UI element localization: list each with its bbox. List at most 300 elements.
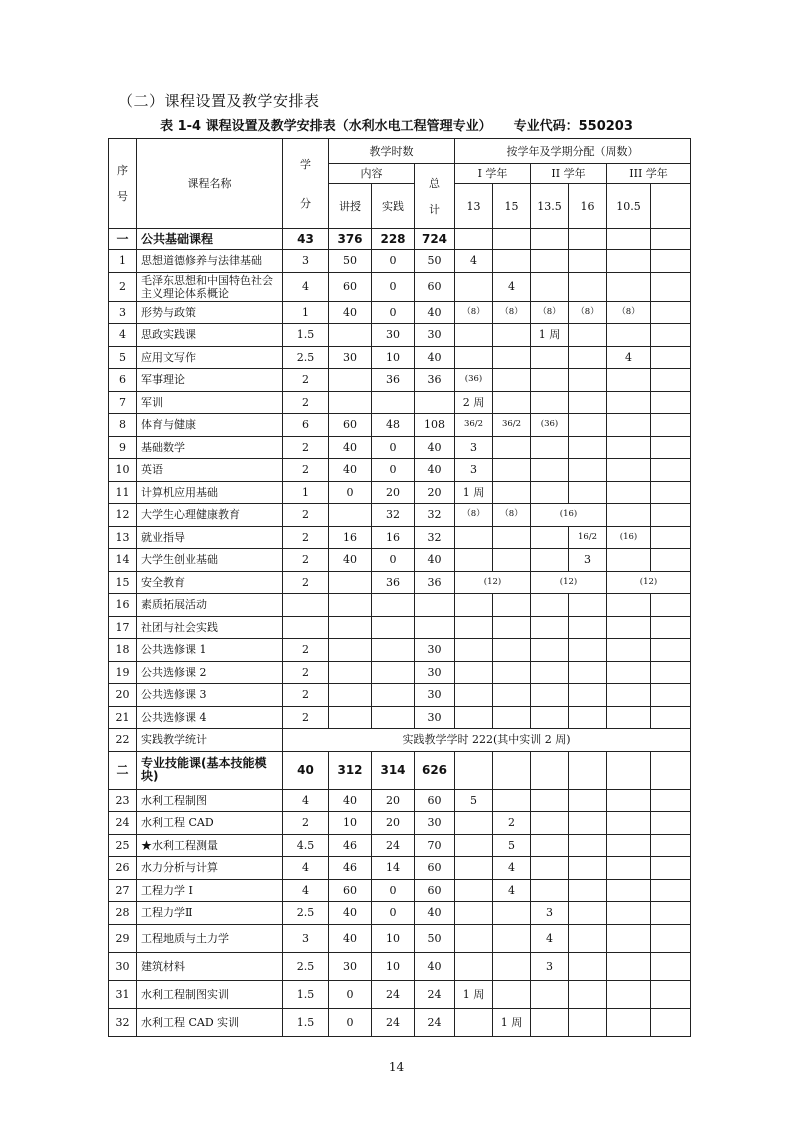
lecture-cell: 30 [329, 346, 372, 369]
credit-cell: 4 [283, 789, 329, 812]
total-cell: 24 [415, 1008, 455, 1036]
row-number: 7 [109, 391, 137, 414]
table-row [109, 661, 691, 684]
course-schedule-table [108, 138, 691, 1037]
semester-cell [493, 684, 531, 707]
section-row [109, 751, 691, 789]
course-name: 社团与社会实践 [137, 616, 283, 639]
course-name: 体育与健康 [137, 414, 283, 437]
total-cell: 40 [415, 902, 455, 925]
semester-cell [569, 414, 607, 437]
course-name: 大学生创业基础 [137, 549, 283, 572]
semester-cell [493, 751, 531, 789]
row-number: 12 [109, 504, 137, 527]
semester-cell [607, 594, 651, 617]
semester-cell [493, 661, 531, 684]
lecture-cell [329, 391, 372, 414]
credit-cell: 2 [283, 706, 329, 729]
practice-header: 实践 [372, 184, 415, 229]
credit-cell: 2 [283, 391, 329, 414]
row-number: 25 [109, 834, 137, 857]
semester-cell [569, 229, 607, 250]
lecture-cell [329, 684, 372, 707]
semester-cell: 1 周 [455, 980, 493, 1008]
course-name: 水利工程 CAD 实训 [137, 1008, 283, 1036]
semester-cell [651, 902, 691, 925]
course-name: 大学生心理健康教育 [137, 504, 283, 527]
course-name: 建筑材料 [137, 952, 283, 980]
course-name-header: 课程名称 [137, 139, 283, 229]
practice-cell: 36 [372, 571, 415, 594]
table-row [109, 952, 691, 980]
credit-cell [283, 594, 329, 617]
semester-cell [569, 391, 607, 414]
table-row [109, 436, 691, 459]
row-number: 17 [109, 616, 137, 639]
practice-cell: 0 [372, 250, 415, 273]
semester-cell [531, 661, 569, 684]
section-credit: 43 [283, 229, 329, 250]
row-number: 18 [109, 639, 137, 662]
semester-cell [651, 980, 691, 1008]
practice-cell: 24 [372, 980, 415, 1008]
credit-cell: 2.5 [283, 902, 329, 925]
semester-cell [493, 229, 531, 250]
total-cell: 40 [415, 301, 455, 324]
row-number: 24 [109, 812, 137, 835]
practice-cell: 20 [372, 481, 415, 504]
total-header: 总 计 [415, 164, 455, 229]
credit-cell: 2 [283, 549, 329, 572]
table-row [109, 789, 691, 812]
lecture-cell: 40 [329, 459, 372, 482]
lecture-cell [329, 324, 372, 347]
semester-cell [607, 549, 651, 572]
course-name: 安全教育 [137, 571, 283, 594]
table-row [109, 459, 691, 482]
course-name: 就业指导 [137, 526, 283, 549]
credit-cell: 4 [283, 857, 329, 880]
semester-cell [607, 436, 651, 459]
semester-cell [569, 706, 607, 729]
section-total: 724 [415, 229, 455, 250]
credit-cell: 4.5 [283, 834, 329, 857]
semester-cell [531, 857, 569, 880]
semester-cell [493, 902, 531, 925]
semester-cell: 4 [493, 879, 531, 902]
semester-cell [651, 391, 691, 414]
semester-cell: (36) [531, 414, 569, 437]
semester-cell [651, 789, 691, 812]
practice-cell [372, 706, 415, 729]
course-name: 水利工程制图 [137, 789, 283, 812]
semester-cell [651, 324, 691, 347]
content-header: 内容 [329, 164, 415, 184]
section-practice: 314 [372, 751, 415, 789]
total-cell: 40 [415, 436, 455, 459]
semester-cell [493, 391, 531, 414]
row-number: 4 [109, 324, 137, 347]
course-name: 工程力学Ⅱ [137, 902, 283, 925]
total-cell: 60 [415, 789, 455, 812]
practice-cell: 30 [372, 324, 415, 347]
total-cell: 40 [415, 549, 455, 572]
semester-cell [651, 857, 691, 880]
lecture-cell: 10 [329, 812, 372, 835]
semester-cell [651, 639, 691, 662]
table-row [109, 616, 691, 639]
semester-cell [569, 594, 607, 617]
semester-cell [569, 857, 607, 880]
semester-cell [569, 751, 607, 789]
practice-cell: 10 [372, 952, 415, 980]
credit-cell: 6 [283, 414, 329, 437]
credit-cell: 2 [283, 526, 329, 549]
weeks-cell: 13 [455, 184, 493, 229]
semester-cell: (36) [455, 369, 493, 392]
semester-cell [569, 879, 607, 902]
semester-cell [569, 980, 607, 1008]
row-number: 21 [109, 706, 137, 729]
semester-cell [455, 229, 493, 250]
semester-cell [607, 324, 651, 347]
weeks-cell: 16 [569, 184, 607, 229]
lecture-cell: 16 [329, 526, 372, 549]
semester-cell [455, 272, 493, 301]
semester-cell [607, 684, 651, 707]
section-credit: 40 [283, 751, 329, 789]
row-number: 6 [109, 369, 137, 392]
lecture-cell: 40 [329, 789, 372, 812]
course-name: 水利工程制图实训 [137, 980, 283, 1008]
semester-cell [651, 436, 691, 459]
semester-cell [569, 924, 607, 952]
semester-cell [455, 902, 493, 925]
semester-cell [651, 594, 691, 617]
total-cell: 108 [415, 414, 455, 437]
practice-cell [372, 616, 415, 639]
semester-cell [493, 924, 531, 952]
semester-cell [607, 504, 651, 527]
semester-cell: 5 [493, 834, 531, 857]
section-number: 二 [109, 751, 137, 789]
practice-cell: 24 [372, 1008, 415, 1036]
semester-cell [455, 616, 493, 639]
table-row [109, 250, 691, 273]
table-row [109, 902, 691, 925]
teaching-hours-header: 教学时数 [329, 139, 455, 164]
distribution-header: 按学年及学期分配（周数） [455, 139, 691, 164]
lecture-cell: 40 [329, 924, 372, 952]
section-lecture: 376 [329, 229, 372, 250]
row-number: 28 [109, 902, 137, 925]
row-number: 16 [109, 594, 137, 617]
semester-cell: 3 [455, 436, 493, 459]
credit-cell: 2 [283, 661, 329, 684]
course-name: 军事理论 [137, 369, 283, 392]
practice-cell [372, 594, 415, 617]
lecture-cell: 40 [329, 436, 372, 459]
semester-cell [531, 459, 569, 482]
semester-cell [607, 661, 651, 684]
practice-cell: 0 [372, 879, 415, 902]
semester-cell [651, 952, 691, 980]
year2-header: II 学年 [531, 164, 607, 184]
weeks-cell: 13.5 [531, 184, 569, 229]
total-cell: 32 [415, 526, 455, 549]
semester-cell [569, 834, 607, 857]
semester-cell [569, 459, 607, 482]
semester-cell: 3 [531, 952, 569, 980]
semester-cell [569, 789, 607, 812]
semester-cell [455, 594, 493, 617]
semester-cell [569, 272, 607, 301]
table-title-text: 表 1-4 课程设置及教学安排表（水利水电工程管理专业） [160, 119, 492, 134]
semester-cell [651, 706, 691, 729]
semester-cell [651, 346, 691, 369]
semester-cell [455, 879, 493, 902]
practice-cell: 0 [372, 272, 415, 301]
semester-cell [651, 924, 691, 952]
total-cell: 30 [415, 661, 455, 684]
total-cell: 50 [415, 250, 455, 273]
course-name: 计算机应用基础 [137, 481, 283, 504]
semester-cell: （8） [455, 301, 493, 324]
semester-cell [493, 639, 531, 662]
semester-cell [569, 616, 607, 639]
total-cell: 40 [415, 459, 455, 482]
course-name: 水利工程 CAD [137, 812, 283, 835]
semester-cell [493, 481, 531, 504]
semester-cell [493, 789, 531, 812]
course-name: 毛泽东思想和中国特色社会主义理论体系概论 [137, 272, 283, 301]
semester-cell [455, 706, 493, 729]
semester-cell [531, 229, 569, 250]
lecture-cell [329, 369, 372, 392]
credit-cell: 1.5 [283, 980, 329, 1008]
semester-cell [531, 436, 569, 459]
row-number: 11 [109, 481, 137, 504]
semester-cell [531, 594, 569, 617]
row-number: 2 [109, 272, 137, 301]
semester-cell [651, 879, 691, 902]
credit-cell: 2 [283, 639, 329, 662]
practice-cell: 20 [372, 789, 415, 812]
semester-cell [531, 789, 569, 812]
semester-cell [493, 549, 531, 572]
semester-cell: 4 [607, 346, 651, 369]
semester-cell [531, 684, 569, 707]
table-row [109, 391, 691, 414]
weeks-cell [651, 184, 691, 229]
semester-cell [531, 812, 569, 835]
practice-cell: 20 [372, 812, 415, 835]
section-row [109, 229, 691, 250]
course-name: 思想道德修养与法律基础 [137, 250, 283, 273]
credit-cell: 2 [283, 369, 329, 392]
semester-cell [569, 250, 607, 273]
row-number: 19 [109, 661, 137, 684]
semester-cell: 2 [493, 812, 531, 835]
lecture-cell [329, 616, 372, 639]
course-name: 工程地质与土力学 [137, 924, 283, 952]
table-row [109, 504, 691, 527]
semester-cell: 36/2 [493, 414, 531, 437]
semester-cell [569, 639, 607, 662]
semester-cell [531, 1008, 569, 1036]
semester-cell [455, 924, 493, 952]
header-row-1 [109, 139, 691, 164]
section-practice: 228 [372, 229, 415, 250]
semester-cell: 5 [455, 789, 493, 812]
lecture-cell: 50 [329, 250, 372, 273]
credit-cell: 2.5 [283, 346, 329, 369]
semester-cell [531, 481, 569, 504]
semester-cell [531, 980, 569, 1008]
year1-header: I 学年 [455, 164, 531, 184]
course-name: 公共选修课 4 [137, 706, 283, 729]
row-number: 1 [109, 250, 137, 273]
semester-cell [651, 481, 691, 504]
practice-cell [372, 639, 415, 662]
table-row [109, 594, 691, 617]
semester-cell [531, 346, 569, 369]
semester-cell [569, 952, 607, 980]
credit-cell: 1 [283, 481, 329, 504]
semester-cell [607, 459, 651, 482]
semester-cell [493, 459, 531, 482]
table-row [109, 879, 691, 902]
row-number: 23 [109, 789, 137, 812]
lecture-cell: 0 [329, 1008, 372, 1036]
practice-cell: 0 [372, 902, 415, 925]
course-name: 公共选修课 3 [137, 684, 283, 707]
semester-cell [607, 789, 651, 812]
semester-cell [569, 346, 607, 369]
practice-cell: 48 [372, 414, 415, 437]
lecture-cell: 40 [329, 301, 372, 324]
credit-cell: 2 [283, 571, 329, 594]
semester-cell: 1 周 [493, 1008, 531, 1036]
lecture-cell: 60 [329, 414, 372, 437]
semester-cell: （8） [607, 301, 651, 324]
semester-cell [455, 834, 493, 857]
course-name: 应用文写作 [137, 346, 283, 369]
semester-cell: 4 [493, 272, 531, 301]
table-row [109, 857, 691, 880]
semester-cell [531, 250, 569, 273]
semester-cell [569, 436, 607, 459]
table-row [109, 729, 691, 752]
semester-cell [607, 924, 651, 952]
semester-cell [531, 834, 569, 857]
section-total: 626 [415, 751, 455, 789]
practice-cell: 10 [372, 346, 415, 369]
lecture-cell [329, 594, 372, 617]
table-row [109, 684, 691, 707]
total-cell: 30 [415, 639, 455, 662]
table-row [109, 481, 691, 504]
credit-cell: 2 [283, 504, 329, 527]
total-cell: 40 [415, 346, 455, 369]
semester-cell [607, 481, 651, 504]
semester-cell: 4 [493, 857, 531, 880]
row-number: 30 [109, 952, 137, 980]
course-name: 基础数学 [137, 436, 283, 459]
semester-cell [607, 902, 651, 925]
lecture-cell: 40 [329, 549, 372, 572]
course-name: 工程力学 I [137, 879, 283, 902]
row-number: 32 [109, 1008, 137, 1036]
semester-cell [607, 414, 651, 437]
course-name: ★水利工程测量 [137, 834, 283, 857]
total-cell: 30 [415, 812, 455, 835]
semester-cell [493, 436, 531, 459]
credit-cell: 1 [283, 301, 329, 324]
course-name: 军训 [137, 391, 283, 414]
course-name: 素质拓展活动 [137, 594, 283, 617]
total-cell: 30 [415, 324, 455, 347]
semester-cell [455, 526, 493, 549]
section-name: 专业技能课(基本技能模块) [137, 751, 283, 789]
table-row [109, 706, 691, 729]
semester-cell [607, 857, 651, 880]
semester-cell [455, 751, 493, 789]
semester-cell: 3 [531, 902, 569, 925]
semester-cell [569, 902, 607, 925]
semester-cell [607, 952, 651, 980]
semester-cell: (12) [531, 571, 607, 594]
semester-cell [493, 369, 531, 392]
semester-cell [531, 549, 569, 572]
total-cell: 20 [415, 481, 455, 504]
section-name: 公共基础课程 [137, 229, 283, 250]
semester-cell [455, 661, 493, 684]
course-name: 思政实践课 [137, 324, 283, 347]
semester-cell [651, 684, 691, 707]
semester-cell [651, 616, 691, 639]
table-row [109, 369, 691, 392]
lecture-cell: 0 [329, 980, 372, 1008]
semester-cell [651, 459, 691, 482]
section-heading: （二）课程设置及教学安排表 [118, 92, 320, 110]
table-row [109, 834, 691, 857]
row-number: 10 [109, 459, 137, 482]
lecture-cell [329, 706, 372, 729]
row-number: 27 [109, 879, 137, 902]
semester-cell [455, 1008, 493, 1036]
lecture-header: 讲授 [329, 184, 372, 229]
total-cell [415, 391, 455, 414]
semester-cell [569, 661, 607, 684]
practice-cell: 36 [372, 369, 415, 392]
semester-cell: 3 [569, 549, 607, 572]
course-name: 实践教学统计 [137, 729, 283, 752]
row-number: 14 [109, 549, 137, 572]
semester-cell [493, 616, 531, 639]
row-number: 20 [109, 684, 137, 707]
semester-cell: 36/2 [455, 414, 493, 437]
semester-cell [455, 857, 493, 880]
course-name: 形势与政策 [137, 301, 283, 324]
semester-cell: （8） [569, 301, 607, 324]
row-number: 15 [109, 571, 137, 594]
practice-cell: 0 [372, 549, 415, 572]
semester-cell [607, 369, 651, 392]
semester-cell: 4 [531, 924, 569, 952]
total-cell: 24 [415, 980, 455, 1008]
course-name: 公共选修课 2 [137, 661, 283, 684]
